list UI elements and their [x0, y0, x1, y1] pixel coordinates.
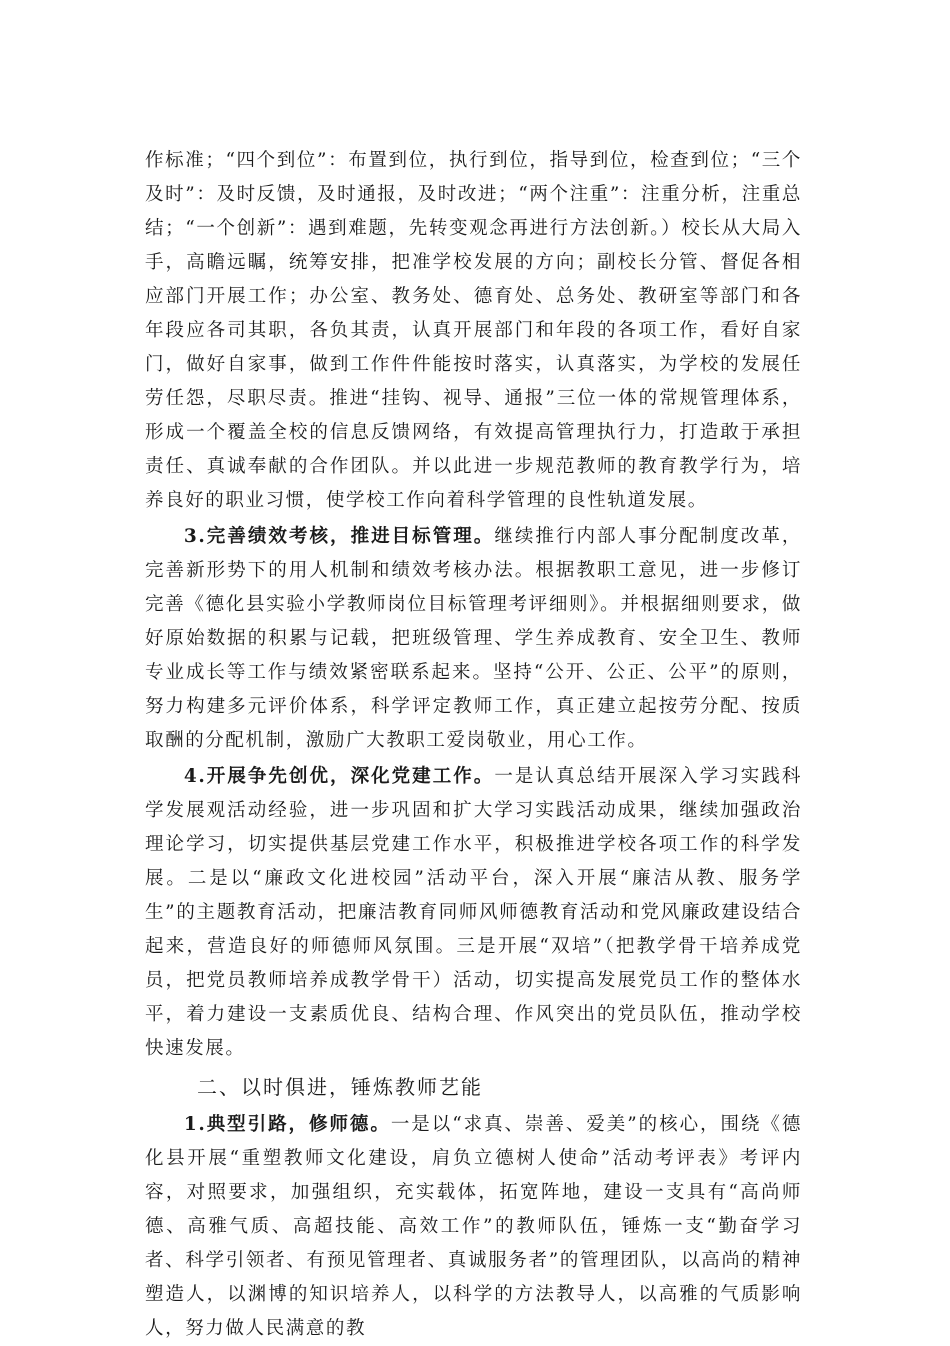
paragraph-teacher-ethics: [145, 1108, 802, 1346]
heading-performance-assessment: 3.完善绩效考核，推进目标管理。: [183, 526, 495, 547]
paragraph-party-building: [145, 760, 802, 1066]
section-title: 二、以时俱进，锤炼教师艺能: [197, 1075, 483, 1099]
body-teacher-ethics: 一是以“求真、崇善、爱美”的核心，围绕《德化县开展“重塑教师文化建设，肩负立德树人使命”活动考评表》考评内容，对照要求，加强组织，充实载体，拓宽阵地，建设一支具有“高尚师德、高雅气质、高超技能、高效工作”的教师队伍，锤炼一支“勤奋学习者、科学引领者、有预见管理者、真诚服务者”的管理团队，以高尚的精神塑造人，以渊博的知识培养人，以科学的方法教导人，以高雅的气质影响人，努力做人民满意的教: [145, 1114, 802, 1339]
heading-teacher-ethics: 1.典型引路，修师德。: [183, 1114, 391, 1135]
body-performance-assessment: 继续推行内部人事分配制度改革，完善新形势下的用人机制和绩效考核办法。根据教职工意见，进一步修订完善《德化县实验小学教师岗位目标管理考评细则》。并根据细则要求，做好原始数据的积累与记载，把班级管理、学生养成教育、安全卫生、教师专业成长等工作与绩效紧密联系起来。坚持“公开、公正、公平”的原则，努力构建多元评价体系，科学评定教师工作，真正建立起按劳分配、按质取酬的分配机制，激励广大教职工爱岗敬业，用心工作。: [145, 526, 802, 751]
paragraph-management-standards: 作标准；“四个到位”：布置到位，执行到位，指导到位，检查到位；“三个及时”：及时反馈，及时通报，及时改进；“两个注重”：注重分析，注重总结；“一个创新”：遇到难题，先转变观念再进行方法创新。）校长从大局入手，高瞻远瞩，统筹安排，把准学校发展的方向；副校长分管、督促各相应部门开展工作；办公室、教务处、德育处、总务处、教研室等部门和各年段应各司其职，各负其责，认真开展部门和年段的各项工作，看好自家门，做好自家事，做到工作件件能按时落实，认真落实，为学校的发展任劳任怨，尽职尽责。推进“挂钩、视导、通报”三位一体的常规管理体系，形成一个覆盖全校的信息反馈网络，有效提高管理执行力，打造敢于承担责任、真诚奉献的合作团队。并以此进一步规范教师的教育教学行为，培养良好的职业习惯，使学校工作向着科学管理的良性轨道发展。: [145, 150, 802, 511]
heading-party-building: 4.开展争先创优，深化党建工作。: [183, 766, 495, 787]
document-page: [145, 144, 802, 1346]
body-party-building: 一是认真总结开展深入学习实践科学发展观活动经验，进一步巩固和扩大学习实践活动成果，继续加强政治理论学习，切实提供基层党建工作水平，积极推进学校各项工作的科学发展。二是以“廉政文化进校园”活动平台，深入开展“廉洁从教、服务学生”的主题教育活动，把廉洁教育同师风师德教育活动和党风廉政建设结合起来，营造良好的师德师风氛围。三是开展“双培”（把教学骨干培养成党员，把党员教师培养成教学骨干）活动，切实提高发展党员工作的整体水平，着力建设一支素质优良、结构合理、作风突出的党员队伍，推动学校快速发展。: [145, 766, 802, 1059]
paragraph-performance-assessment: [145, 520, 802, 758]
